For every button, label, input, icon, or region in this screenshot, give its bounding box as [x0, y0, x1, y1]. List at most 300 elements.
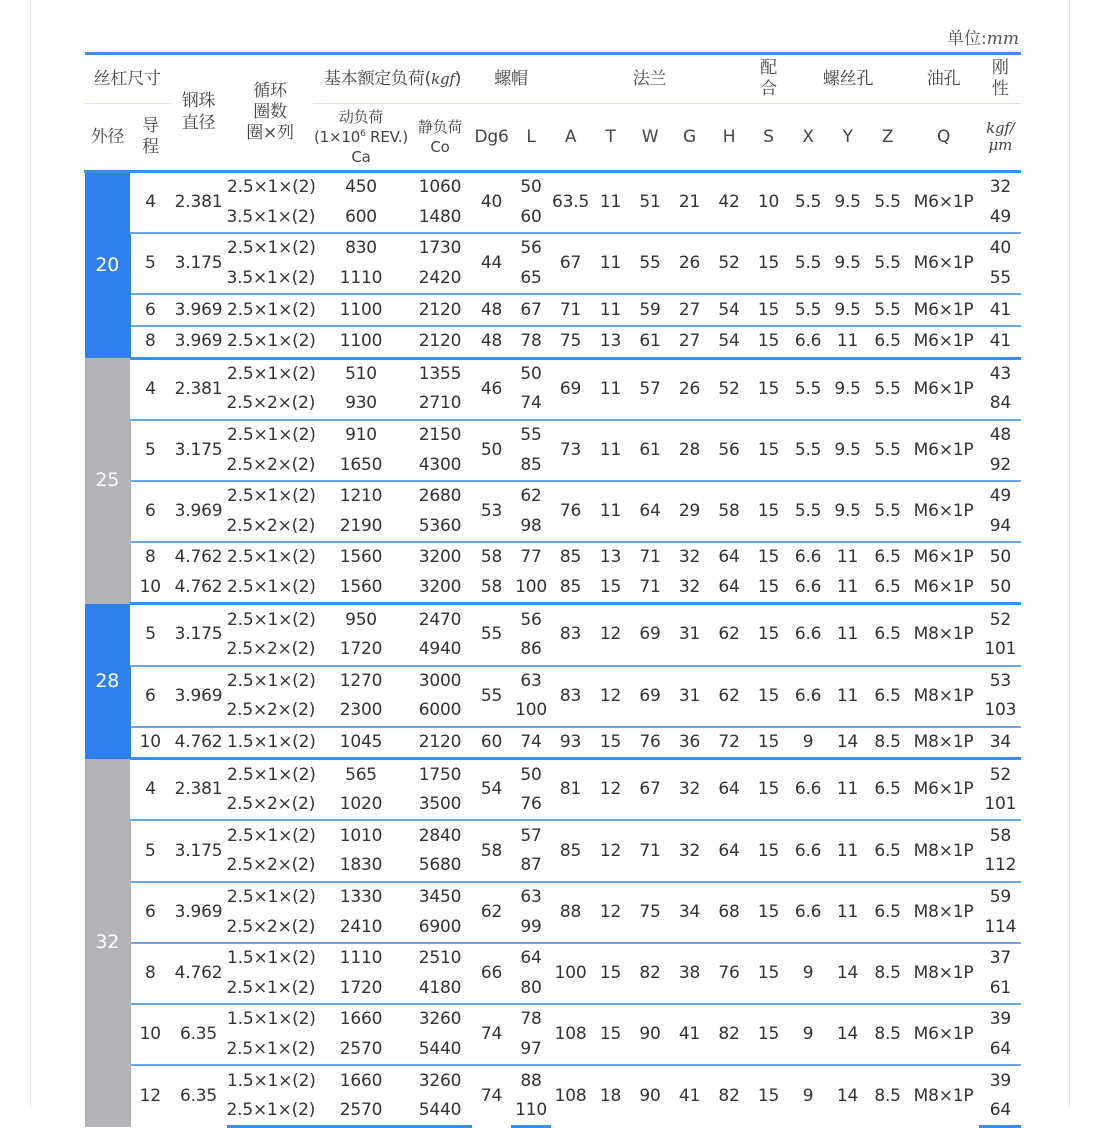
- rigidity-cell: 37: [980, 943, 1021, 974]
- flange-a-cell: 108: [551, 1065, 591, 1127]
- nut-dg6-cell: 48: [472, 326, 512, 358]
- bolt-y-cell: 11: [828, 326, 868, 358]
- fit-s-cell: 10: [749, 172, 789, 234]
- bolt-x-cell: 6.6: [789, 666, 828, 727]
- flange-g-cell: 26: [670, 233, 710, 294]
- rigidity-cell: 92: [980, 450, 1021, 481]
- flange-g-cell: 28: [670, 420, 710, 481]
- header-static-load: 静负荷 Co: [409, 104, 472, 172]
- bolt-x-cell: 9: [789, 943, 828, 1004]
- rigidity-cell: 94: [980, 512, 1021, 543]
- circulation-cell: 1.5×1×(2): [227, 943, 314, 974]
- flange-a-cell: 67: [551, 233, 591, 294]
- nut-l-cell: 50: [512, 172, 551, 203]
- flange-g-cell: 21: [670, 172, 710, 234]
- static-load-cell: 3260: [409, 1004, 472, 1035]
- bolt-x-cell: 6.6: [789, 573, 828, 604]
- nut-dg6-cell: 74: [472, 1065, 512, 1127]
- nut-dg6-cell: 46: [472, 358, 512, 420]
- fit-s-cell: 15: [749, 666, 789, 727]
- dynamic-load-cell: 2570: [314, 1035, 409, 1066]
- table-row: [85, 326, 1021, 358]
- bolt-y-cell: 9.5: [828, 294, 868, 326]
- static-load-cell: 3450: [409, 882, 472, 913]
- flange-g-cell: 36: [670, 727, 710, 759]
- rigidity-cell: 49: [980, 481, 1021, 512]
- flange-a-cell: 73: [551, 420, 591, 481]
- bolt-z-cell: 6.5: [868, 666, 908, 727]
- table-row: [85, 604, 1021, 635]
- flange-a-cell: 88: [551, 882, 591, 943]
- flange-w-cell: 61: [631, 420, 670, 481]
- dynamic-load-cell: 930: [314, 389, 409, 420]
- table-row: [85, 481, 1021, 512]
- flange-g-cell: 32: [670, 542, 710, 573]
- flange-w-cell: 51: [631, 172, 670, 234]
- bolt-x-cell: 5.5: [789, 481, 828, 542]
- header-flange-g: G: [670, 104, 710, 172]
- rigidity-cell: 101: [980, 790, 1021, 821]
- nut-l-cell: 85: [512, 450, 551, 481]
- circulation-cell: 2.5×2×(2): [226, 515, 316, 536]
- flange-h-cell: 54: [710, 294, 749, 326]
- lead-cell: 8: [131, 943, 171, 1004]
- circulation-cell: 1.5×1×(2): [227, 1065, 314, 1096]
- outer-diameter-cell: 28: [85, 604, 131, 759]
- dynamic-load-cell: 1100: [314, 326, 409, 358]
- flange-a-cell: 108: [551, 1004, 591, 1065]
- bolt-x-cell: 6.6: [789, 542, 828, 573]
- spec-table-body: [85, 172, 1021, 1127]
- header-nut-dg6: Dg6: [472, 104, 512, 172]
- flange-g-cell: 41: [670, 1004, 710, 1065]
- flange-h-cell: 64: [710, 820, 749, 881]
- flange-h-cell: 82: [710, 1004, 749, 1065]
- nut-l-cell: 57: [512, 820, 551, 851]
- flange-a-cell: 83: [551, 604, 591, 666]
- flange-w-cell: 90: [631, 1065, 670, 1127]
- flange-g-cell: 32: [670, 573, 710, 604]
- bolt-z-cell: 6.5: [868, 759, 908, 821]
- flange-g-cell: 34: [670, 882, 710, 943]
- lead-cell: 6: [131, 666, 171, 727]
- header-outer-diameter: 外径: [85, 104, 131, 172]
- flange-g-cell: 29: [670, 481, 710, 542]
- bolt-y-cell: 11: [828, 820, 868, 881]
- static-load-cell: 2420: [409, 264, 472, 295]
- nut-dg6-cell: 48: [472, 294, 512, 326]
- dynamic-load-cell: 910: [314, 420, 409, 451]
- lead-cell: 10: [139, 577, 161, 598]
- circulation-cell: 2.5×2×(2): [226, 700, 316, 721]
- outer-diameter-cell: 25: [85, 358, 131, 604]
- header-nut-l: L: [512, 104, 551, 172]
- bolt-x-cell: 6.6: [789, 604, 828, 666]
- lead-cell: 6: [131, 882, 171, 943]
- lead-cell: 5: [131, 233, 171, 294]
- flange-t-cell: 11: [591, 294, 631, 326]
- bolt-z-cell: 6.5: [868, 573, 908, 604]
- flange-g-cell: 41: [670, 1065, 710, 1127]
- ball-diameter-cell: 3.969: [171, 294, 227, 326]
- header-load-rating: 基本额定负荷(kgf): [314, 54, 472, 104]
- nut-l-cell: 56: [512, 604, 551, 635]
- header-fit: 配 合: [749, 54, 789, 104]
- oil-q-cell: M8×1P: [908, 943, 980, 1004]
- unit-label: 单位:mm: [947, 29, 1019, 49]
- header-oil-hole: 油孔: [908, 54, 980, 104]
- flange-t-cell: 15: [591, 943, 631, 1004]
- flange-w-cell: 57: [631, 358, 670, 420]
- nut-l-cell: 60: [512, 203, 551, 234]
- header-screw-size: 丝杠尺寸: [85, 54, 171, 104]
- circulation-cell: 2.5×1×(2): [227, 420, 314, 451]
- bolt-x-cell: 5.5: [789, 420, 828, 481]
- static-load-cell: 1730: [409, 233, 472, 264]
- flange-t-cell: 12: [591, 882, 631, 943]
- dynamic-load-cell: 565: [314, 759, 409, 790]
- circulation-cell: 2.5×2×(2): [226, 393, 316, 414]
- oil-q-cell: M6×1P: [908, 1004, 980, 1065]
- flange-g-cell: 31: [670, 666, 710, 727]
- header-ball-diameter: 钢珠 直径: [171, 54, 227, 172]
- static-load-cell: 2510: [409, 943, 472, 974]
- header-flange-t: T: [591, 104, 631, 172]
- circulation-cell: 2.5×1×(2): [227, 1096, 314, 1127]
- circulation-cell: 2.5×2×(2): [226, 454, 316, 475]
- nut-l-cell: 55: [512, 420, 551, 451]
- header-dynamic-load: 动负荷 ($1\times 10^6$ REV.) Ca: [314, 104, 409, 172]
- bolt-z-cell: 8.5: [868, 943, 908, 1004]
- rigidity-cell: 39: [980, 1065, 1021, 1096]
- flange-t-cell: 12: [591, 820, 631, 881]
- flange-t-cell: 12: [591, 759, 631, 821]
- header-flange-a: A: [551, 104, 591, 172]
- flange-t-cell: 11: [591, 420, 631, 481]
- static-load-cell: 6000: [409, 696, 472, 727]
- bolt-y-cell: 11: [828, 573, 868, 604]
- flange-h-cell: 62: [710, 666, 749, 727]
- rigidity-cell: 114: [980, 912, 1021, 943]
- fit-s-cell: 15: [749, 573, 789, 604]
- header-bolt-y: Y: [828, 104, 868, 172]
- bolt-x-cell: 9: [789, 1065, 828, 1127]
- bolt-y-cell: 11: [828, 759, 868, 821]
- dynamic-load-cell: 2300: [314, 696, 409, 727]
- table-row: [85, 420, 1021, 451]
- header-rigidity: 刚 性: [980, 54, 1021, 104]
- oil-q-cell: M6×1P: [908, 573, 980, 604]
- rigidity-cell: 59: [980, 882, 1021, 913]
- nut-dg6-cell: 53: [472, 481, 512, 542]
- flange-w-cell: 69: [631, 604, 670, 666]
- outer-diameter-cell: 20: [85, 172, 131, 359]
- flange-a-cell: 81: [551, 759, 591, 821]
- dynamic-load-cell: 1045: [314, 727, 409, 759]
- circulation-cell: 2.5×1×(2): [227, 573, 314, 604]
- rigidity-cell: 39: [980, 1004, 1021, 1035]
- circulation-cell: 2.5×1×(2): [227, 233, 314, 264]
- flange-h-cell: 52: [710, 233, 749, 294]
- rigidity-cell: 50: [980, 573, 1021, 604]
- rigidity-cell: 50: [980, 542, 1021, 573]
- header-lead: 导 程: [131, 104, 171, 172]
- rigidity-cell: 84: [980, 389, 1021, 420]
- flange-w-cell: 59: [631, 294, 670, 326]
- circulation-cell: 2.5×1×(2): [227, 481, 314, 512]
- dynamic-load-cell: 2190: [314, 512, 409, 543]
- oil-q-cell: M6×1P: [908, 294, 980, 326]
- nut-l-cell: 63: [512, 882, 551, 913]
- header-bolt-x: X: [789, 104, 828, 172]
- nut-l-cell: 80: [512, 973, 551, 1004]
- bolt-z-cell: 8.5: [868, 1065, 908, 1127]
- static-load-cell: 2840: [409, 820, 472, 851]
- static-load-cell: 3500: [409, 790, 472, 821]
- flange-g-cell: 32: [670, 820, 710, 881]
- nut-dg6-cell: 58: [472, 820, 512, 881]
- fit-s-cell: 15: [749, 759, 789, 821]
- circulation-cell: 2.5×1×(2): [227, 542, 314, 573]
- nut-l-cell: 76: [512, 790, 551, 821]
- ball-diameter-cell: 3.175: [171, 233, 227, 294]
- oil-q-cell: M8×1P: [908, 820, 980, 881]
- circulation-cell: 2.5×1×(2): [227, 666, 314, 697]
- oil-q-cell: M6×1P: [908, 759, 980, 821]
- rigidity-cell: 43: [980, 358, 1021, 389]
- flange-h-cell: 64: [710, 573, 749, 604]
- oil-q-cell: M8×1P: [908, 882, 980, 943]
- oil-q-cell: M8×1P: [908, 1065, 980, 1127]
- rigidity-cell: 112: [980, 851, 1021, 882]
- ball-diameter-cell: 3.969: [171, 666, 227, 727]
- outer-diameter-cell: 32: [85, 759, 131, 1127]
- table-row: [85, 1065, 1021, 1096]
- fit-s-cell: 15: [749, 1065, 789, 1127]
- nut-l-cell: 64: [512, 943, 551, 974]
- dynamic-load-cell: 1100: [314, 294, 409, 326]
- oil-q-cell: M8×1P: [908, 727, 980, 759]
- flange-w-cell: 67: [631, 759, 670, 821]
- flange-t-cell: 13: [591, 326, 631, 358]
- rigidity-cell: 61: [980, 973, 1021, 1004]
- bolt-y-cell: 14: [828, 727, 868, 759]
- bolt-y-cell: 11: [828, 666, 868, 727]
- static-load-cell: 4300: [409, 450, 472, 481]
- table-row: [85, 759, 1021, 790]
- nut-l-cell: 99: [512, 912, 551, 943]
- flange-t-cell: 15: [591, 573, 631, 604]
- bolt-y-cell: 11: [828, 604, 868, 666]
- flange-g-cell: 32: [670, 759, 710, 821]
- nut-dg6-cell: 44: [472, 233, 512, 294]
- lead-cell: 4: [131, 358, 171, 420]
- oil-q-cell: M6×1P: [908, 172, 980, 234]
- circulation-cell: 2.5×2×(2): [226, 916, 316, 937]
- nut-dg6-cell: 74: [472, 1004, 512, 1065]
- ball-diameter-cell: 4.762: [171, 943, 227, 1004]
- rigidity-cell: 40: [980, 233, 1021, 264]
- circulation-cell: 2.5×1×(2): [227, 172, 314, 203]
- flange-h-cell: 72: [710, 727, 749, 759]
- nut-l-cell: 97: [512, 1035, 551, 1066]
- ball-screw-spec-table: [84, 52, 1021, 1128]
- static-load-cell: 2680: [409, 481, 472, 512]
- nut-l-cell: 56: [512, 233, 551, 264]
- static-load-cell: 2120: [409, 727, 472, 759]
- oil-q-cell: M6×1P: [908, 358, 980, 420]
- fit-s-cell: 15: [749, 294, 789, 326]
- dynamic-load-cell: 2570: [314, 1096, 409, 1127]
- nut-l-cell: 74: [512, 389, 551, 420]
- flange-w-cell: 75: [631, 882, 670, 943]
- flange-g-cell: 31: [670, 604, 710, 666]
- dynamic-load-cell: 2410: [314, 912, 409, 943]
- nut-dg6-cell: 66: [472, 943, 512, 1004]
- flange-a-cell: 85: [551, 573, 591, 604]
- bolt-x-cell: 5.5: [789, 172, 828, 234]
- ball-diameter-cell: 3.175: [171, 820, 227, 881]
- flange-h-cell: 56: [710, 420, 749, 481]
- nut-l-cell: 50: [512, 759, 551, 790]
- circulation-cell: 2.5×1×(2): [227, 820, 314, 851]
- fit-s-cell: 15: [749, 604, 789, 666]
- circulation-cell: 2.5×1×(2): [226, 1038, 316, 1059]
- flange-a-cell: 75: [551, 326, 591, 358]
- table-row: [85, 358, 1021, 389]
- bolt-z-cell: 5.5: [868, 233, 908, 294]
- static-load-cell: 3260: [409, 1065, 472, 1096]
- bolt-z-cell: 6.5: [868, 326, 908, 358]
- bolt-z-cell: 6.5: [868, 882, 908, 943]
- dynamic-load-cell: 600: [314, 203, 409, 234]
- flange-t-cell: 12: [591, 604, 631, 666]
- circulation-cell: 1.5×1×(2): [227, 1004, 314, 1035]
- table-row: [85, 233, 1021, 264]
- flange-h-cell: 54: [710, 326, 749, 358]
- flange-w-cell: 76: [631, 727, 670, 759]
- flange-t-cell: 12: [591, 666, 631, 727]
- lead-cell: 4: [131, 759, 171, 821]
- bolt-y-cell: 14: [828, 1065, 868, 1127]
- lead-cell: 4: [131, 172, 171, 234]
- oil-q-cell: M8×1P: [908, 604, 980, 666]
- rigidity-cell: 58: [980, 820, 1021, 851]
- flange-t-cell: 13: [591, 542, 631, 573]
- lead-cell: 12: [131, 1065, 171, 1127]
- dynamic-load-cell: 1660: [314, 1004, 409, 1035]
- flange-w-cell: 55: [631, 233, 670, 294]
- oil-q-cell: M6×1P: [908, 420, 980, 481]
- nut-dg6-cell: 55: [472, 604, 512, 666]
- ball-diameter-cell: 3.175: [171, 604, 227, 666]
- dynamic-load-cell: 1560: [314, 542, 409, 573]
- circulation-cell: 2.5×1×(2): [226, 977, 316, 998]
- dynamic-load-cell: 950: [314, 604, 409, 635]
- circulation-cell: 2.5×1×(2): [227, 759, 314, 790]
- bolt-x-cell: 5.5: [789, 358, 828, 420]
- static-load-cell: 2120: [409, 294, 472, 326]
- table-row: [85, 820, 1021, 851]
- fit-s-cell: 15: [749, 326, 789, 358]
- bolt-z-cell: 8.5: [868, 727, 908, 759]
- bolt-z-cell: 6.5: [868, 604, 908, 666]
- header-bolt-hole: 螺丝孔: [789, 54, 908, 104]
- flange-a-cell: 76: [551, 481, 591, 542]
- nut-l-cell: 110: [512, 1096, 551, 1127]
- flange-h-cell: 64: [710, 542, 749, 573]
- circulation-cell: 2.5×2×(2): [226, 855, 316, 876]
- nut-l-cell: 67: [512, 294, 551, 326]
- fit-s-cell: 15: [749, 882, 789, 943]
- dynamic-load-cell: 510: [314, 358, 409, 389]
- rigidity-cell: 64: [980, 1035, 1021, 1066]
- static-load-cell: 3200: [409, 542, 472, 573]
- flange-a-cell: 71: [551, 294, 591, 326]
- oil-q-cell: M6×1P: [908, 233, 980, 294]
- fit-s-cell: 15: [749, 481, 789, 542]
- bolt-x-cell: 6.6: [789, 759, 828, 821]
- static-load-cell: 5360: [409, 512, 472, 543]
- bolt-x-cell: 9: [789, 1004, 828, 1065]
- lead-cell: 8: [131, 326, 171, 358]
- nut-dg6-cell: 60: [472, 727, 512, 759]
- fit-s-cell: 15: [749, 820, 789, 881]
- lead-cell: 5: [131, 604, 171, 666]
- lead-cell: 5: [131, 420, 171, 481]
- rigidity-cell: 52: [980, 604, 1021, 635]
- ball-diameter-cell: 3.969: [171, 326, 227, 358]
- dynamic-load-cell: 1560: [314, 573, 409, 604]
- table-row: [85, 727, 1021, 759]
- bolt-x-cell: 6.6: [789, 820, 828, 881]
- bolt-z-cell: 6.5: [868, 820, 908, 881]
- flange-t-cell: 11: [591, 172, 631, 234]
- dynamic-load-cell: 1210: [314, 481, 409, 512]
- nut-l-cell: 65: [512, 264, 551, 295]
- ball-diameter-cell: 4.762: [171, 542, 227, 573]
- fit-s-cell: 15: [749, 542, 789, 573]
- table-row: [85, 172, 1021, 203]
- rigidity-cell: 55: [980, 264, 1021, 295]
- oil-q-cell: M8×1P: [908, 666, 980, 727]
- nut-dg6-cell: 40: [472, 172, 512, 234]
- bolt-z-cell: 8.5: [868, 1004, 908, 1065]
- circulation-cell: 2.5×1×(2): [227, 326, 314, 358]
- static-load-cell: 1060: [409, 172, 472, 203]
- oil-q-cell: M6×1P: [908, 542, 980, 573]
- nut-dg6-cell: 55: [472, 666, 512, 727]
- fit-s-cell: 15: [749, 358, 789, 420]
- nut-dg6-cell: 58: [472, 542, 512, 573]
- flange-w-cell: 64: [631, 481, 670, 542]
- circulation-cell: 3.5×1×(2): [226, 268, 316, 289]
- flange-w-cell: 90: [631, 1004, 670, 1065]
- dynamic-load-cell: 1830: [314, 851, 409, 882]
- rigidity-cell: 41: [980, 294, 1021, 326]
- oil-q-cell: M6×1P: [908, 481, 980, 542]
- nut-l-cell: 78: [512, 326, 551, 358]
- flange-a-cell: 63.5: [551, 172, 591, 234]
- bolt-y-cell: 9.5: [828, 481, 868, 542]
- nut-dg6-cell: 58: [472, 573, 512, 604]
- ball-diameter-cell: 6.35: [171, 1004, 227, 1065]
- flange-h-cell: 42: [710, 172, 749, 234]
- static-load-cell: 5440: [409, 1096, 472, 1127]
- dynamic-load-cell: 1270: [314, 666, 409, 697]
- rigidity-cell: 49: [980, 203, 1021, 234]
- table-row: [85, 294, 1021, 326]
